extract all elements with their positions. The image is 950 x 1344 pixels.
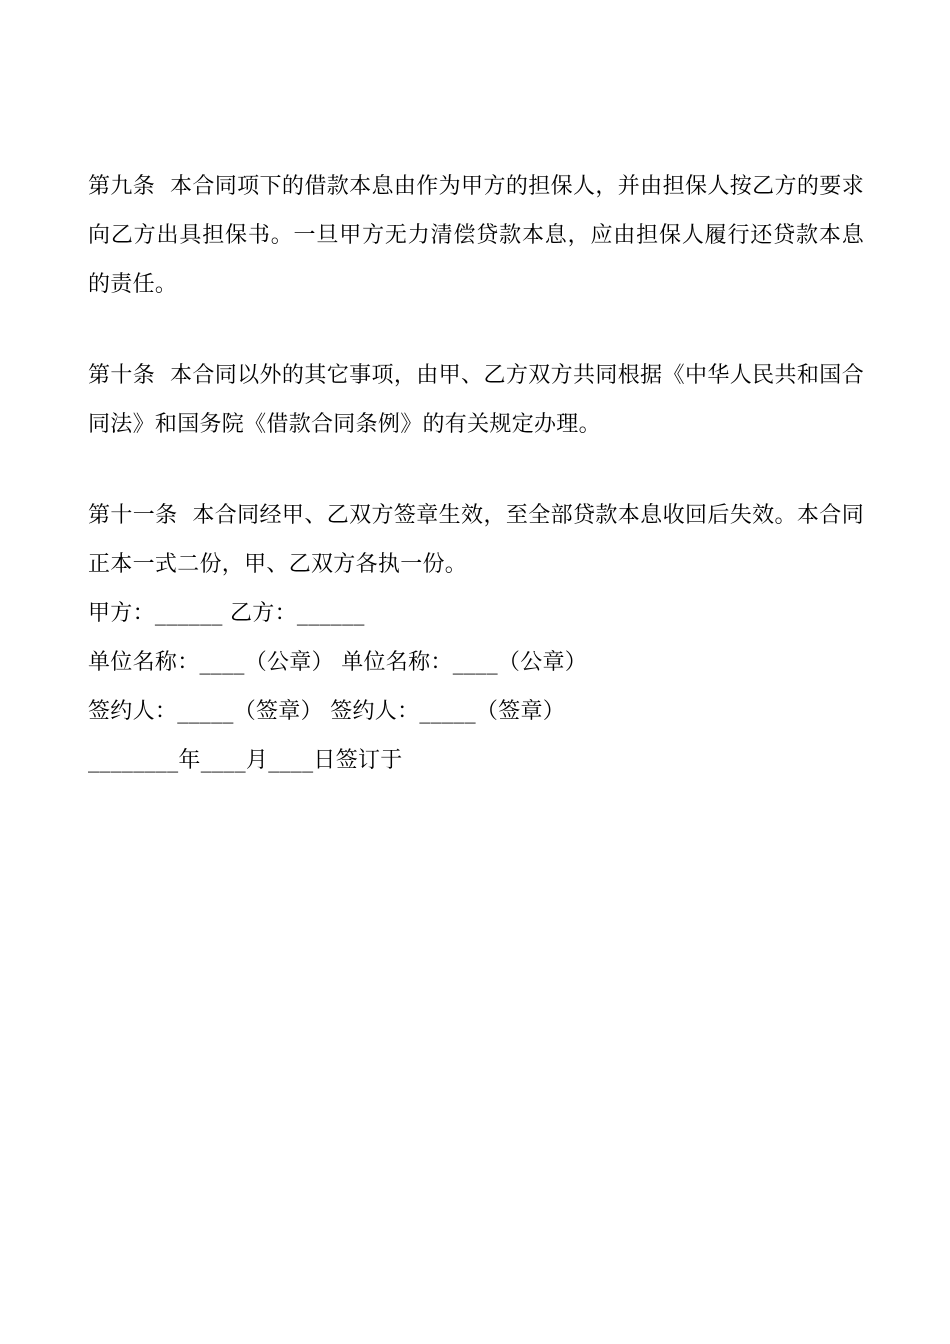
- document-body: [88, 162, 864, 785]
- article-11: [88, 491, 864, 589]
- article-11-text: 本合同经甲、乙双方签章生效，至全部贷款本息收回后失效。本合同正本一式二份，甲、乙双方各执一份。: [88, 503, 865, 577]
- article-9: [88, 162, 864, 309]
- article-11-heading: 第十一条: [88, 503, 178, 528]
- parties-line: 甲方：______ 乙方：______: [88, 601, 365, 626]
- article-10-heading: 第十条: [88, 363, 156, 388]
- signer-line: 签约人：_____（签章） 签约人：_____（签章）: [88, 699, 566, 724]
- article-9-text: 本合同项下的借款本息由作为甲方的担保人，并由担保人按乙方的要求向乙方出具担保书。一旦甲方无力清偿贷款本息，应由担保人履行还贷款本息的责任。: [88, 174, 865, 297]
- date-line: ________年____月____日签订于: [88, 748, 403, 773]
- article-9-heading: 第九条: [88, 174, 156, 199]
- article-10-text: 本合同以外的其它事项，由甲、乙方双方共同根据《中华人民共和国合同法》和国务院《借款合同条例》的有关规定办理。: [88, 363, 865, 437]
- unit-name-line: 单位名称：____（公章） 单位名称：____（公章）: [88, 650, 588, 675]
- article-10: [88, 351, 864, 449]
